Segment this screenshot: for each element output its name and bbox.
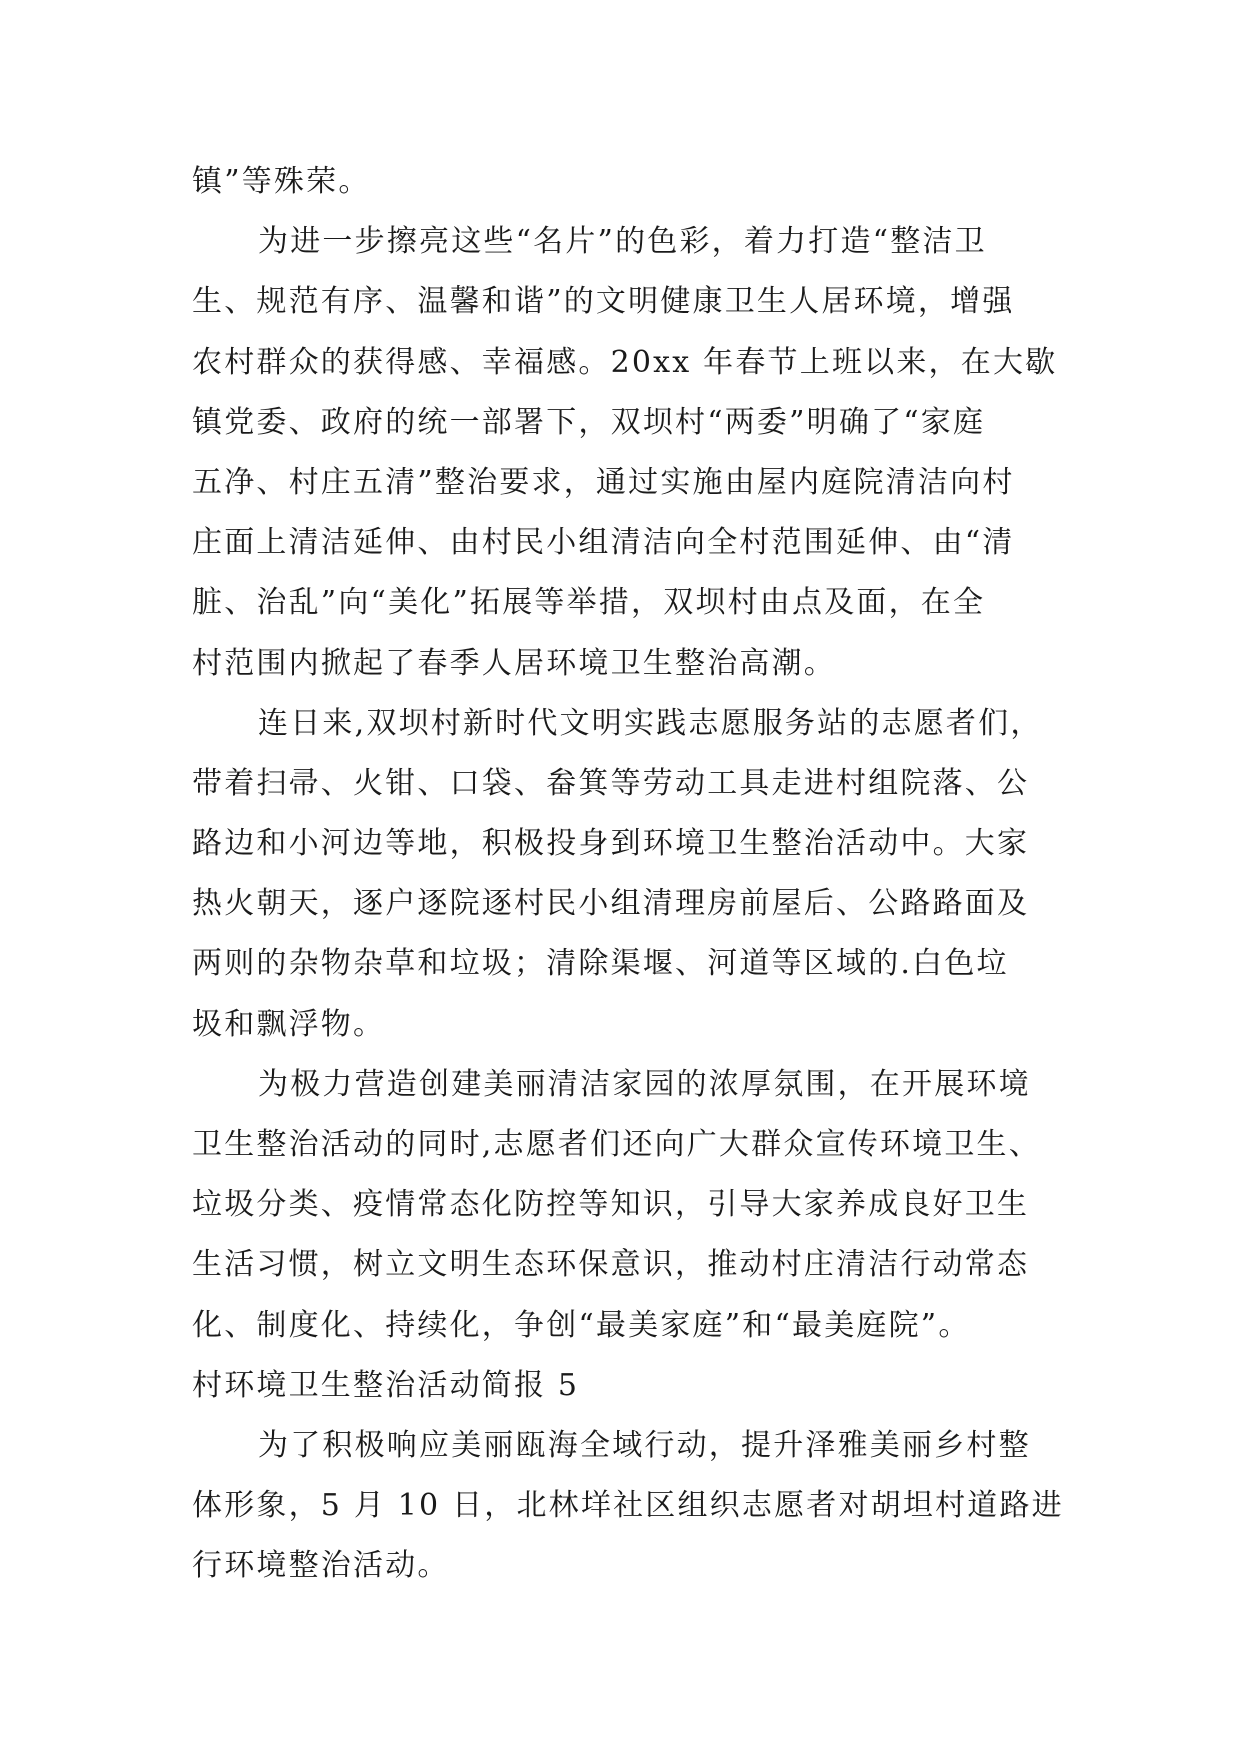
section-heading: 村环境卫生整治活动简报 5: [192, 1367, 580, 1403]
text-line: 热火朝天，逐户逐院逐村民小组清理房前屋后、公路路面及: [192, 886, 1030, 922]
text-line: 生、规范有序、温馨和谐”的文明健康卫生人居环境，增强: [192, 284, 1015, 320]
text-line: 化、制度化、持续化，争创“最美家庭”和“最美庭院”。: [192, 1307, 971, 1343]
text-line: 两则的杂物杂草和垃圾；清除渠堰、河道等区域的.白色垃: [192, 946, 1009, 982]
text-line: 路边和小河边等地，积极投身到环境卫生整治活动中。大家: [192, 826, 1030, 862]
text-line: 生活习惯，树立文明生态环保意识，推动村庄清洁行动常态: [192, 1247, 1030, 1283]
text-line: 卫生整治活动的同时,志愿者们还向广大群众宣传环境卫生、: [192, 1127, 1041, 1162]
text-line: 农村群众的获得感、幸福感。20xx 年春节上班以来，在大歇: [192, 344, 1058, 380]
text-line: 体形象，5 月 10 日，北林垟社区组织志愿者对胡坦村道路进: [192, 1488, 1064, 1524]
text-line: 行环境整治活动。: [192, 1548, 450, 1584]
document-body: [192, 152, 1064, 1597]
paragraph-start-line: 为了积极响应美丽瓯海全域行动，提升泽雅美丽乡村整: [258, 1427, 1031, 1463]
paragraph-start-line: 为极力营造创建美丽清洁家园的浓厚氛围，在开展环境: [258, 1066, 1031, 1102]
text-line: 镇党委、政府的统一部署下，双坝村“两委”明确了“家庭: [192, 404, 986, 440]
text-line: 五净、村庄五清”整治要求，通过实施由屋内庭院清洁向村: [192, 464, 1015, 500]
text-line: 镇”等殊荣。: [192, 164, 371, 199]
text-line: 带着扫帚、火钳、口袋、畚箕等劳动工具走进村组院落、公: [192, 765, 1030, 801]
paragraph-start-line: 连日来,双坝村新时代文明实践志愿服务站的志愿者们，: [258, 705, 1043, 741]
text-line: 圾和飘浮物。: [192, 1006, 386, 1042]
text-line: 垃圾分类、疫情常态化防控等知识，引导大家养成良好卫生: [192, 1187, 1030, 1223]
text-line: 脏、治乱”向“美化”拓展等举措，双坝村由点及面，在全: [192, 585, 986, 621]
text-line: 庄面上清洁延伸、由村民小组清洁向全村范围延伸、由“清: [192, 525, 1015, 561]
text-line: 村范围内掀起了春季人居环境卫生整治高潮。: [192, 645, 836, 681]
paragraph-start-line: 为进一步擦亮这些“名片”的色彩，着力打造“整洁卫: [258, 224, 987, 260]
